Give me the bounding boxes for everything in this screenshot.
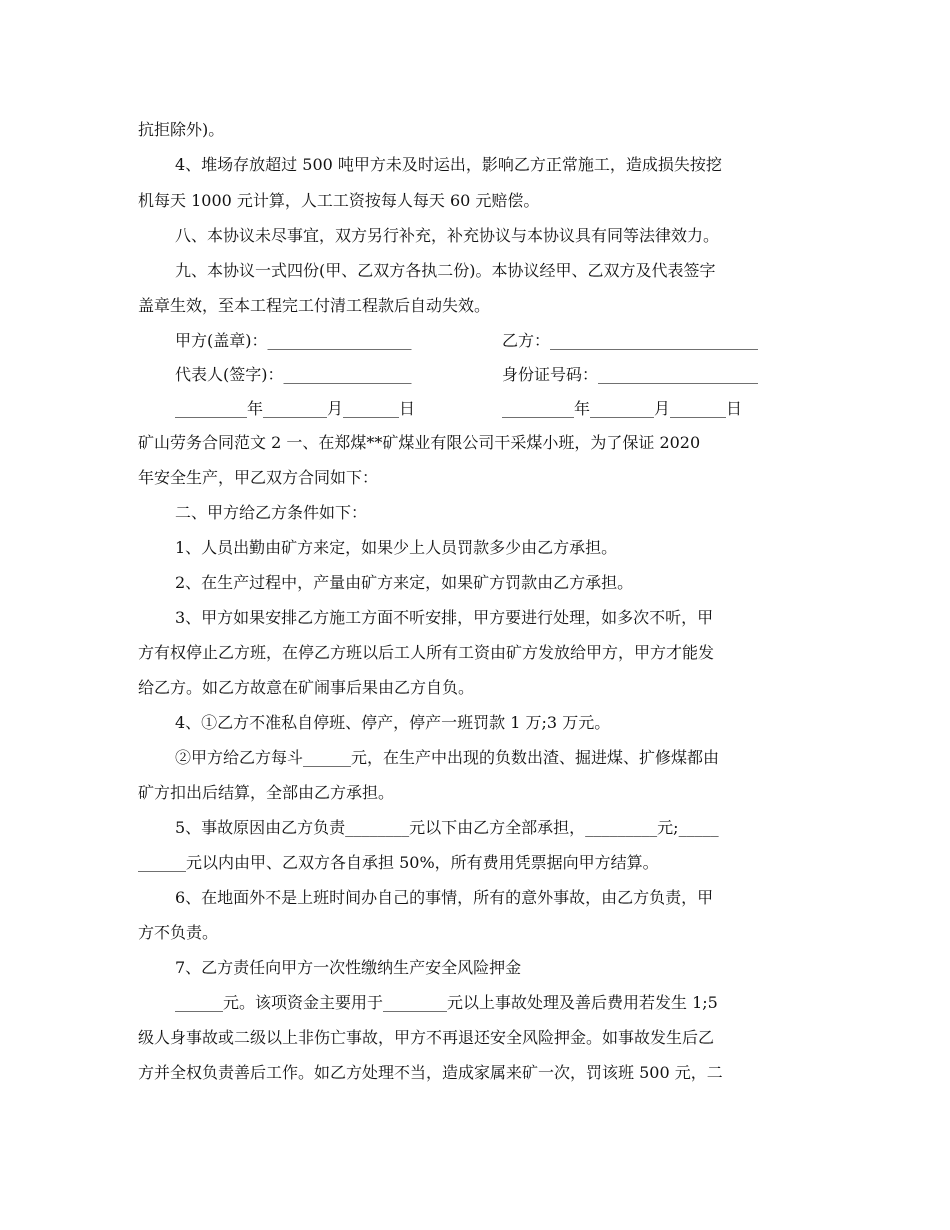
text-line: 盖章生效，至本工程完工付清工程款后自动失效。 (138, 296, 491, 315)
date-a: _________年________月_______日 (175, 399, 416, 418)
text-line: ______元以内由甲、乙双方各自承担 50%，所有费用凭票据向甲方结算。 (138, 853, 659, 872)
text-line: 方并全权负责善后工作。如乙方处理不当，造成家属来矿一次，罚该班 500 元，二 (138, 1063, 723, 1082)
text-line: 2、在生产过程中，产量由矿方来定，如果矿方罚款由乙方承担。 (175, 573, 634, 592)
text-line: ______元。该项资金主要用于________元以上事故处理及善后费用若发生 1;5 (175, 993, 718, 1012)
text-line: 方不负责。 (138, 923, 219, 942)
text-line: 八、本协议未尽事宜，双方另行补充，补充协议与本协议具有同等法律效力。 (175, 226, 720, 245)
text-line: 级人身事故或二级以上非伤亡事故，甲方不再退还安全风险押金。如事故发生后乙 (138, 1028, 715, 1047)
text-line: 二、甲方给乙方条件如下： (175, 503, 368, 522)
text-line: 4、①乙方不准私自停班、停产，停产一班罚款 1 万;3 万元。 (175, 713, 611, 732)
text-line: 九、本协议一式四份(甲、乙双方各执二份)。本协议经甲、乙双方及代表签字 (175, 261, 716, 280)
text-line: 4、堆场存放超过 500 吨甲方未及时运出，影响乙方正常施工，造成损失按挖 (175, 155, 722, 174)
text-line: ②甲方给乙方每斗______元，在生产中出现的负数出渣、掘进煤、扩修煤都由 (175, 748, 720, 767)
id-number: 身份证号码：____________________ (502, 365, 759, 384)
text-line: 方有权停止乙方班，在停乙方班以后工人所有工资由矿方发放给甲方，甲方才能发 (138, 643, 715, 662)
text-line: 矿山劳务合同范文 2 一、在郑煤**矿煤业有限公司干采煤小班，为了保证 2020 (138, 433, 701, 452)
text-line: 矿方扣出后结算，全部由乙方承担。 (138, 783, 395, 802)
text-line: 给乙方。如乙方故意在矿闹事后果由乙方自负。 (138, 678, 475, 697)
text-line: 1、人员出勤由矿方来定，如果少上人员罚款多少由乙方承担。 (175, 538, 618, 557)
text-line: 3、甲方如果安排乙方施工方面不听安排，甲方要进行处理，如多次不听，甲 (175, 608, 714, 627)
representative-signature: 代表人(签字)：________________ (175, 365, 412, 384)
date-b: _________年________月_______日 (502, 399, 743, 418)
text-line: 7、乙方责任向甲方一次性缴纳生产安全风险押金 (175, 958, 522, 977)
text-line: 机每天 1000 元计算，人工工资按每人每天 60 元赔偿。 (138, 191, 540, 210)
text-line: 5、事故原因由乙方负责________元以下由乙方全部承担，_________元;_____ (175, 818, 719, 837)
text-line: 6、在地面外不是上班时间办自己的事情，所有的意外事故，由乙方负责，甲 (175, 888, 714, 907)
text-line: 抗拒除外)。 (138, 120, 225, 139)
party-a-seal: 甲方(盖章)：__________________ (175, 331, 412, 350)
party-b: 乙方：__________________________ (502, 331, 759, 350)
text-line: 年安全生产，甲乙双方合同如下： (138, 468, 379, 487)
